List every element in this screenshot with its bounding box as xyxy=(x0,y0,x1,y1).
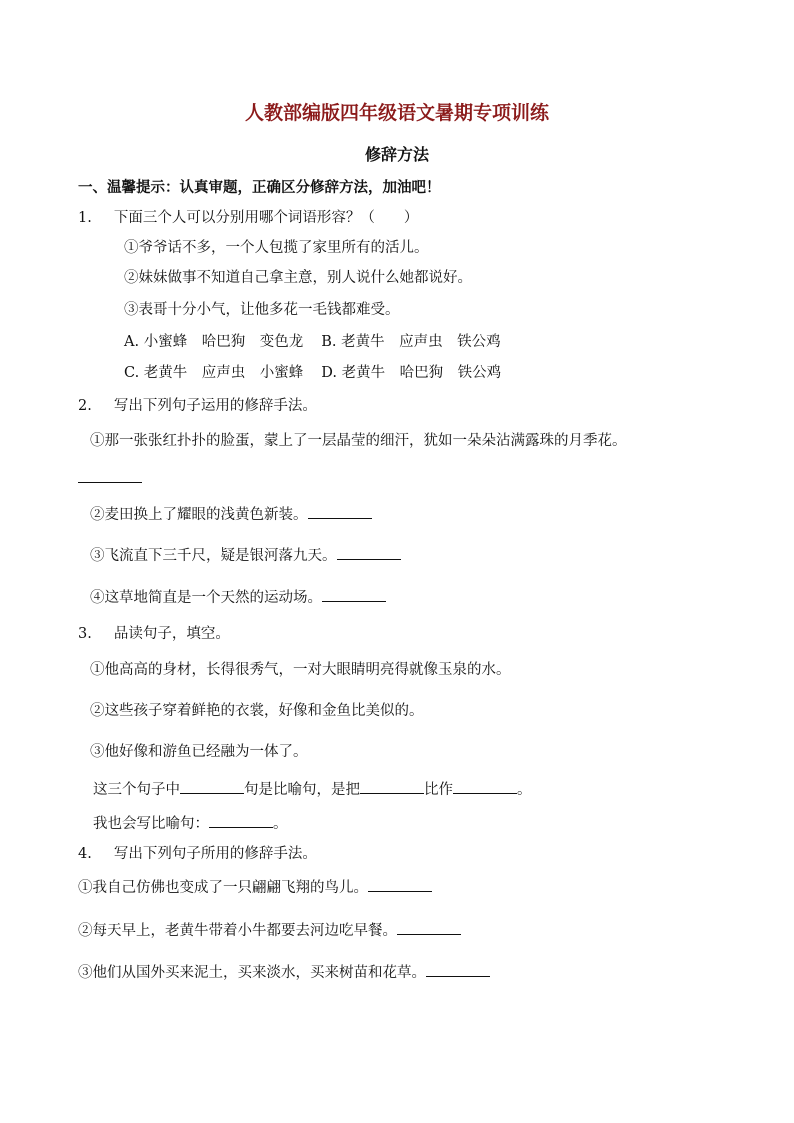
q4-item-2 xyxy=(78,920,461,941)
answer-blank[interactable] xyxy=(78,468,142,483)
question-1 xyxy=(78,208,418,228)
q1-sentence-1: ①爷爷话不多，一个人包揽了家里所有的活儿。 xyxy=(124,240,429,256)
question-number: 2. xyxy=(78,398,92,414)
question-2 xyxy=(78,396,317,416)
section-heading: 一、温馨提示：认真审题，正确区分修辞方法，加油吧！ xyxy=(78,180,441,196)
q3-item-1: ①他高高的身材，长得很秀气，一对大眼睛明亮得就像玉泉的水。 xyxy=(90,662,511,678)
q2-item-1-answer xyxy=(78,468,142,489)
q1-sentence-3: ③表哥十分小气，让他多花一毛钱都难受。 xyxy=(124,302,400,318)
question-text: 品读句子，填空。 xyxy=(113,626,230,642)
page-title: 人教部编版四年级语文暑期专项训练 xyxy=(244,102,549,124)
q3-write-line xyxy=(93,813,288,834)
q3-item-2: ②这些孩子穿着鲜艳的衣裳，好像和金鱼比美似的。 xyxy=(90,703,424,719)
fill-text: 比作 xyxy=(424,782,453,798)
option-b[interactable]: B. 老黄牛 应声虫 铁公鸡 xyxy=(321,334,501,350)
question-number: 4. xyxy=(78,846,92,862)
answer-blank[interactable] xyxy=(426,962,490,977)
question-text: 下面三个人可以分别用哪个词语形容？（ ） xyxy=(113,210,419,226)
item-text: ③飞流直下三千尺，疑是银河落九天。 xyxy=(90,548,337,564)
q3-item-3: ③他好像和游鱼已经融为一体了。 xyxy=(90,744,308,760)
fill-text: 这三个句子中 xyxy=(93,782,180,798)
question-3 xyxy=(78,624,230,644)
option-a[interactable]: A. 小蜜蜂 哈巴狗 变色龙 xyxy=(124,334,304,350)
item-text: ②每天早上，老黄牛带着小牛都要去河边吃早餐。 xyxy=(78,923,397,939)
answer-blank[interactable] xyxy=(209,813,273,828)
answer-blank[interactable] xyxy=(322,587,386,602)
answer-blank[interactable] xyxy=(180,779,244,794)
q2-item-4 xyxy=(90,587,386,608)
answer-blank[interactable] xyxy=(397,920,461,935)
item-text: ③他们从国外买来泥土，买来淡水，买来树苗和花草。 xyxy=(78,965,426,981)
fill-text: 。 xyxy=(517,782,532,798)
item-text: ①我自己仿佛也变成了一只翩翩飞翔的鸟儿。 xyxy=(78,880,368,896)
q1-sentence-2: ②妹妹做事不知道自己拿主意，别人说什么她都说好。 xyxy=(124,270,472,286)
q2-item-2 xyxy=(90,504,372,525)
option-d[interactable]: D. 老黄牛 哈巴狗 铁公鸡 xyxy=(321,365,502,381)
q1-options-row-1 xyxy=(124,332,501,352)
item-text: ④这草地简直是一个天然的运动场。 xyxy=(90,590,322,606)
question-number: 3. xyxy=(78,626,92,642)
answer-blank[interactable] xyxy=(337,545,401,560)
question-number: 1. xyxy=(78,210,92,226)
fill-text: 句是比喻句，是把 xyxy=(244,782,360,798)
q4-item-1 xyxy=(78,877,432,898)
fill-text: 我也会写比喻句： xyxy=(93,816,209,832)
answer-blank[interactable] xyxy=(360,779,424,794)
fill-text: 。 xyxy=(273,816,288,832)
question-4 xyxy=(78,844,317,864)
q3-fill-line xyxy=(93,779,532,800)
question-text: 写出下列句子运用的修辞手法。 xyxy=(113,398,317,414)
answer-blank[interactable] xyxy=(308,504,372,519)
q1-options-row-2 xyxy=(124,363,501,383)
q4-item-3 xyxy=(78,962,490,983)
answer-blank[interactable] xyxy=(368,877,432,892)
question-text: 写出下列句子所用的修辞手法。 xyxy=(113,846,317,862)
item-text: ②麦田换上了耀眼的浅黄色新装。 xyxy=(90,507,308,523)
option-c[interactable]: C. 老黄牛 应声虫 小蜜蜂 xyxy=(124,365,304,381)
answer-blank[interactable] xyxy=(453,779,517,794)
q2-item-3 xyxy=(90,545,401,566)
page-subtitle: 修辞方法 xyxy=(364,145,429,164)
q2-item-1: ①那一张张红扑扑的脸蛋，蒙上了一层晶莹的细汗，犹如一朵朵沾满露珠的月季花。 xyxy=(90,433,627,449)
